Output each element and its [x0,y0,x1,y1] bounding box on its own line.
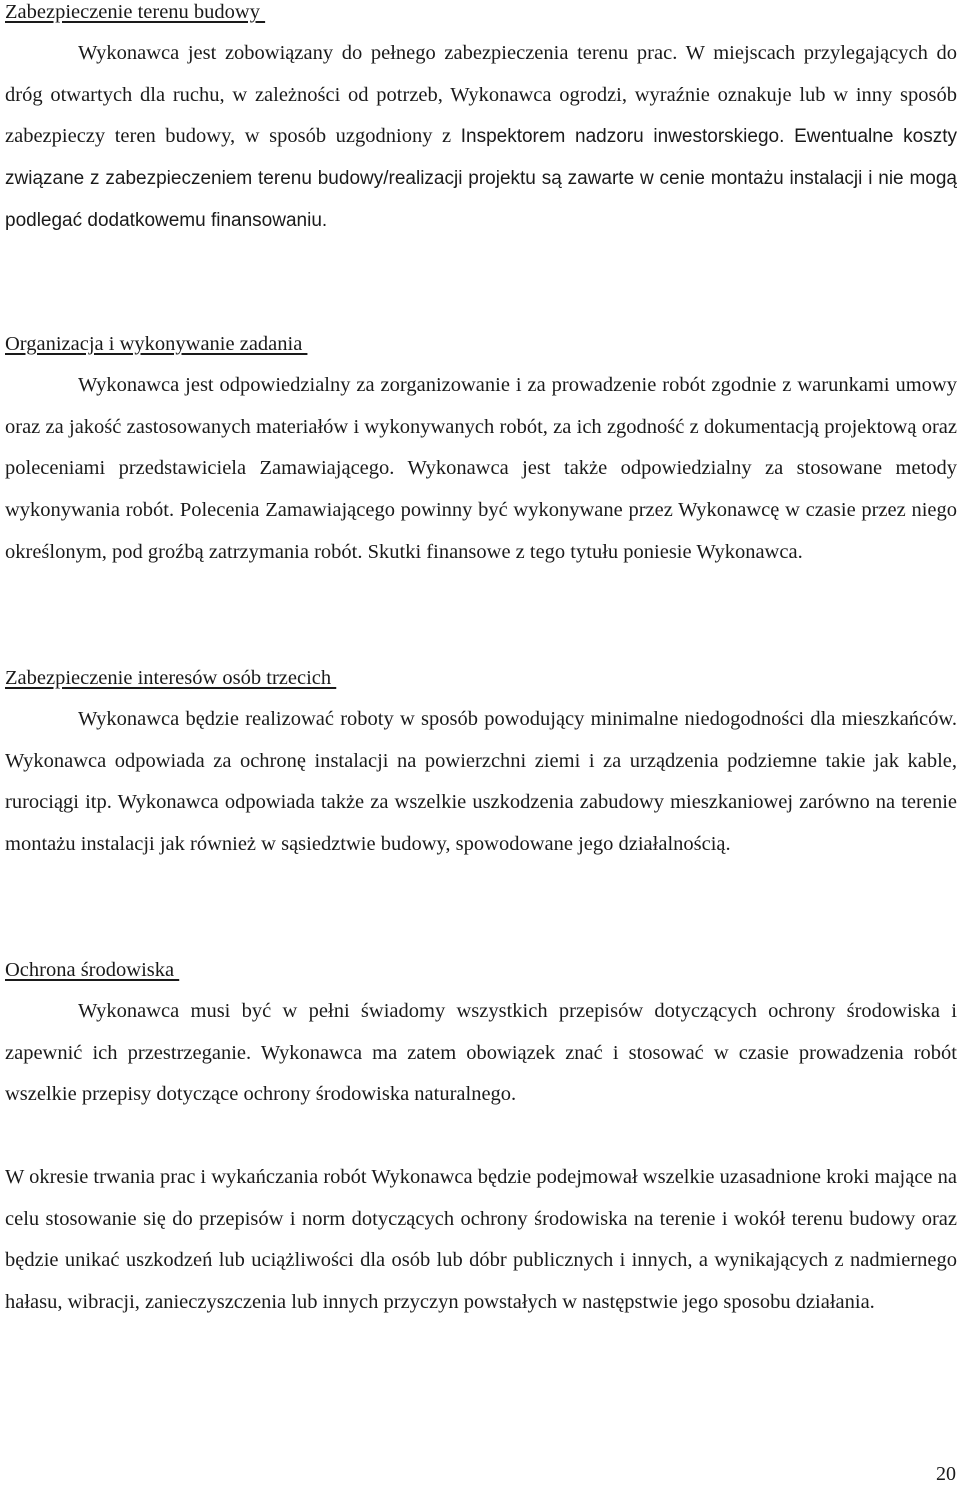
paragraph-text-sans: Inspektorem nadzoru inwestorskiego. Ewentualne koszty związane z zabezpieczeniem terenu budowy/realizacji projektu są zawarte w cenie montażu instalacji i nie mogą podlegać dodatkowemu finansowaniu. [5,126,958,231]
section-site-protection [5,0,957,242]
section-heading: Organizacja i wykonywanie zadania [5,333,308,355]
page-number: 20 [936,1463,956,1485]
section-heading: Zabezpieczenie terenu budowy [5,1,266,23]
section-organization [5,332,957,574]
section-paragraph: Wykonawca musi być w pełni świadomy wszystkich przepisów dotyczących ochrony środowiska i zapewnić ich przestrzeganie. Wykonawca ma zatem obowiązek znać i stosować w czasie prowadzenia robót wszelkie przepisy dotyczące ochrony środowiska naturalnego. [5,1000,957,1106]
section-paragraph: Wykonawca będzie realizować roboty w sposób powodujący minimalne niedogodności dla mieszkańców. Wykonawca odpowiada za ochronę instalacji na powierzchni ziemi i za urządzenia podziemne takie jak kable, rurociągi itp. Wykonawca odpowiada także za wszelkie uszkodzenia zabudowy mieszkaniowej zarówno na terenie montażu instalacji jak również w sąsiedztwie budowy, spowodowane jego działalnością. [5,708,957,856]
paragraph-text-serif: Wykonawca jest zobowiązany do pełnego zabezpieczenia terenu prac. W miejscach przylegających do dróg otwartych dla ruchu, w zależności od potrzeb, Wykonawca ogrodzi, wyraźnie oznakuje lub w inny sposób zabezpieczy teren budowy, w sposób uzgodniony z [5,42,957,148]
section-heading: Zabezpieczenie interesów osób trzecich [5,667,337,689]
section-environment-protection [5,958,957,1116]
section-environment-protection-continued [5,1157,957,1324]
section-paragraph: Wykonawca jest odpowiedzialny za zorganizowanie i za prowadzenie robót zgodnie z warunkami umowy oraz za jakość zastosowanych materiałów i wykonywanych robót, za ich zgodność z dokumentacją projektową oraz poleceniami przedstawiciela Zamawiającego. Wykonawca jest także odpowiedzialny za stosowane metody wykonywania robót. Polecenia Zamawiającego powinny być wykonywane przez Wykonawcę w czasie przez niego określonym, pod groźbą zatrzymania robót. Skutki finansowe z tego tytułu poniesie Wykonawca. [5,374,957,563]
section-heading: Ochrona środowiska [5,959,180,981]
section-paragraph [5,33,957,242]
section-paragraph: W okresie trwania prac i wykańczania robót Wykonawca będzie podejmował wszelkie uzasadnione kroki mające na celu stosowanie się do przepisów i norm dotyczących ochrony środowiska na terenie i wokół terenu budowy oraz będzie unikać uszkodzeń lub uciążliwości dla osób lub dóbr publicznych i innych, a wynikających z nadmiernego hałasu, wibracji, zanieczyszczenia lub innych przyczyn powstałych w następstwie jego sposobu działania. [5,1166,958,1314]
section-third-party-interests [5,666,957,866]
